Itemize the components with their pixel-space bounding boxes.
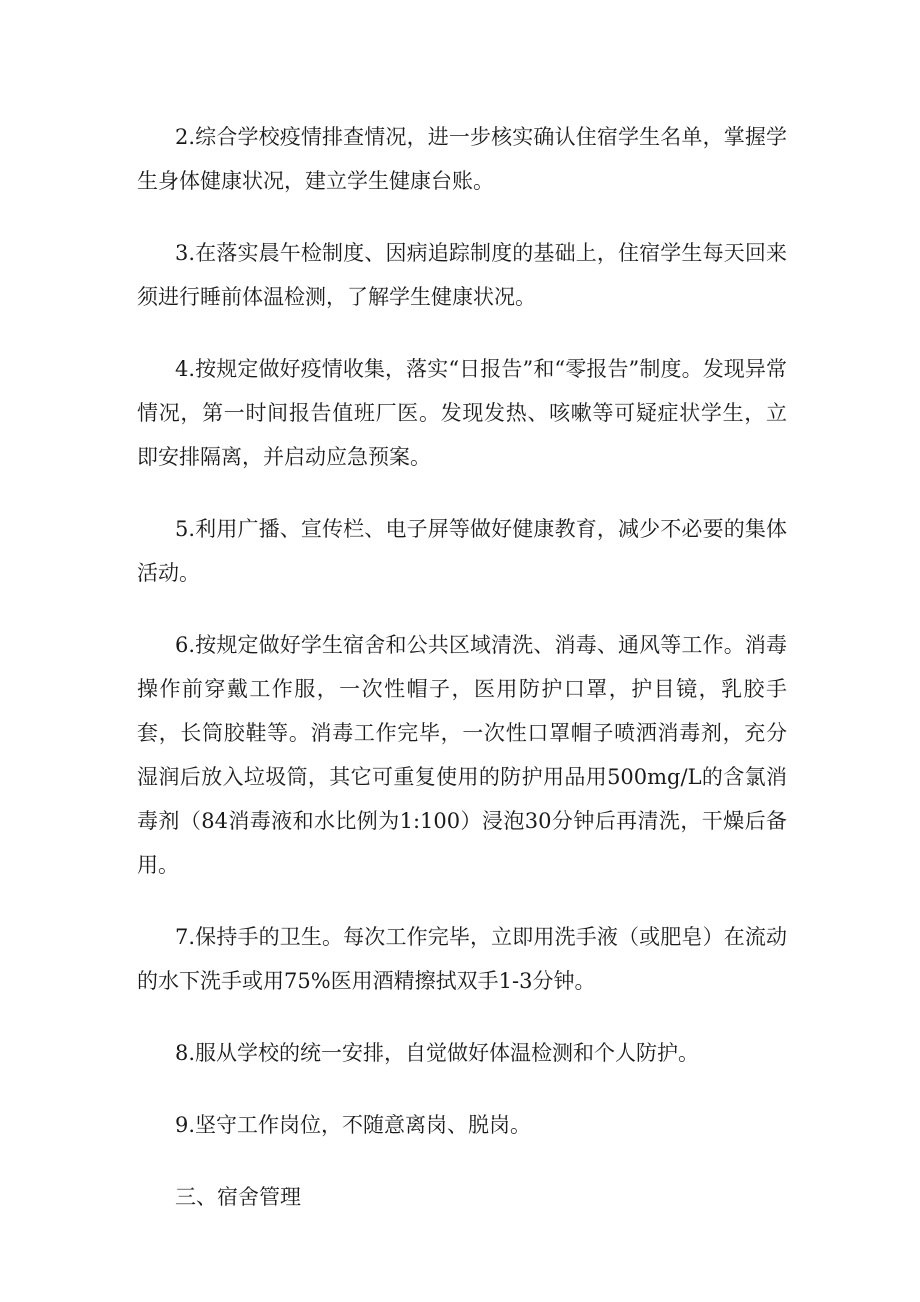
paragraph-4: 4.按规定做好疫情收集，落实“日报告”和“零报告”制度。发现异常情况，第一时间报告值班厂医。发现发热、咳嗽等可疑症状学生，立即安排隔离，并启动应急预案。 (137, 357, 787, 469)
section-heading: 三、宿舍管理 (175, 1185, 301, 1209)
paragraph-8: 8.服从学校的统一安排，自觉做好体温检测和个人防护。 (175, 1041, 700, 1065)
paragraph-3: 3.在落实晨午检制度、因病追踪制度的基础上，住宿学生每天回来须进行睡前体温检测，了解学生健康状况。 (137, 241, 787, 309)
document-body (137, 115, 787, 1219)
paragraph-5: 5.利用广播、宣传栏、电子屏等做好健康教育，减少不必要的集体活动。 (137, 517, 787, 585)
paragraph-6: 6.按规定做好学生宿舍和公共区域清洗、消毒、通风等工作。消毒操作前穿戴工作服，一次性帽子，医用防护口罩，护目镜，乳胶手套，长筒胶鞋等。消毒工作完毕，一次性口罩帽子喷洒消毒剂，充分湿润后放入垃圾筒，其它可重复使用的防护用品用500mg/L的含氯消毒剂（84消毒液和水比例为1:100）浸泡30分钟后再清洗，干燥后备用。 (137, 633, 787, 877)
paragraph-9: 9.坚守工作岗位，不随意离岗、脱岗。 (175, 1113, 532, 1137)
paragraph-7: 7.保持手的卫生。每次工作完毕，立即用洗手液（或肥皂）在流动的水下洗手或用75%医用酒精擦拭双手1-3分钟。 (137, 925, 787, 993)
paragraph-2: 2.综合学校疫情排查情况，进一步核实确认住宿学生名单，掌握学生身体健康状况，建立学生健康台账。 (137, 125, 787, 193)
